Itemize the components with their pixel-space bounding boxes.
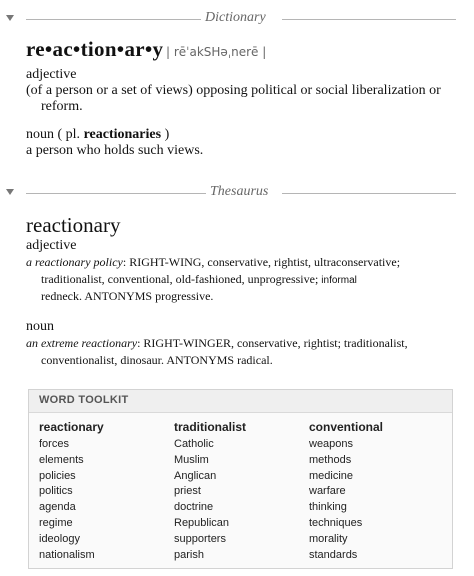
word-toolkit xyxy=(28,389,453,569)
collocation: techniques xyxy=(309,516,363,529)
section-title: Dictionary xyxy=(205,10,266,25)
collocation: methods xyxy=(309,453,352,466)
toolkit-title: WORD TOOLKIT xyxy=(39,394,129,406)
toolkit-header xyxy=(29,390,452,413)
thesaurus-headword: reactionary xyxy=(26,213,121,237)
divider xyxy=(26,193,206,194)
divider xyxy=(282,19,456,20)
collocation: Anglican xyxy=(174,469,217,482)
part-of-speech: adjective xyxy=(26,238,77,253)
divider xyxy=(26,19,201,20)
collocation: ideology xyxy=(39,532,80,545)
plural-open: ( pl. xyxy=(57,127,84,142)
toolkit-column xyxy=(39,420,104,564)
collocation: policies xyxy=(39,469,76,482)
synonym-line xyxy=(41,271,357,289)
example-phrase: a reactionary policy xyxy=(26,255,123,269)
thesaurus-section-header[interactable] xyxy=(0,183,474,203)
collocation: agenda xyxy=(39,501,76,514)
noun-definition: a person who holds such views. xyxy=(26,143,204,158)
part-of-speech: noun xyxy=(26,319,54,334)
collocation: supporters xyxy=(174,532,226,545)
collocation: standards xyxy=(309,548,358,561)
collocation: politics xyxy=(39,485,73,498)
synonyms: traditionalist, conventional, old-fashioned, unprogressive; xyxy=(41,272,319,286)
divider xyxy=(282,193,456,194)
collocation: elements xyxy=(39,453,84,466)
synonym-line xyxy=(26,335,408,352)
toolkit-column xyxy=(309,420,383,564)
part-of-speech: noun xyxy=(26,127,54,142)
collocation: Republican xyxy=(174,516,230,529)
collocation: warfare xyxy=(309,485,346,498)
collocation: nationalism xyxy=(39,548,95,561)
part-of-speech: adjective xyxy=(26,67,77,82)
synonym-line xyxy=(26,254,400,271)
disclosure-triangle-icon[interactable] xyxy=(6,189,14,195)
disclosure-triangle-icon[interactable] xyxy=(6,15,14,21)
synonym-line: redneck. ANTONYMS progressive. xyxy=(41,289,214,303)
column-heading: reactionary xyxy=(39,420,104,434)
dictionary-section-header[interactable] xyxy=(0,9,474,29)
synonym-line: conventionalist, dinosaur. ANTONYMS radical. xyxy=(41,353,273,367)
collocation: weapons xyxy=(309,438,354,450)
pronunciation: | rēˈakSHəˌnerē | xyxy=(166,45,267,59)
plural-close: ) xyxy=(161,127,170,142)
plural-word: reactionaries xyxy=(83,127,162,142)
synonyms: : RIGHT-WING, conservative, rightist, ultraconservative; xyxy=(122,255,401,269)
column-heading: traditionalist xyxy=(174,420,247,434)
collocation: forces xyxy=(39,438,69,450)
noun-line xyxy=(26,126,169,143)
collocation: morality xyxy=(309,532,348,545)
definition-line: reform. xyxy=(41,99,83,114)
headword: re•ac•tion•ar•y xyxy=(26,37,164,61)
collocation: Muslim xyxy=(174,453,209,466)
collocation: Catholic xyxy=(174,438,214,450)
example-phrase: an extreme reactionary xyxy=(26,336,138,350)
definition-line: (of a person or a set of views) opposing political or social liberalization or xyxy=(26,83,441,98)
synonyms: : RIGHT-WINGER, conservative, rightist; traditionalist, xyxy=(137,336,408,350)
collocation: medicine xyxy=(309,469,354,482)
column-heading: conventional xyxy=(309,420,384,434)
collocation: doctrine xyxy=(174,501,214,514)
collocation: thinking xyxy=(309,501,347,514)
collocation: regime xyxy=(39,516,73,529)
section-title: Thesaurus xyxy=(210,184,269,199)
toolkit-column xyxy=(174,420,246,564)
register-label: informal xyxy=(321,275,357,286)
collocation: parish xyxy=(174,548,204,561)
collocation: priest xyxy=(174,485,201,498)
